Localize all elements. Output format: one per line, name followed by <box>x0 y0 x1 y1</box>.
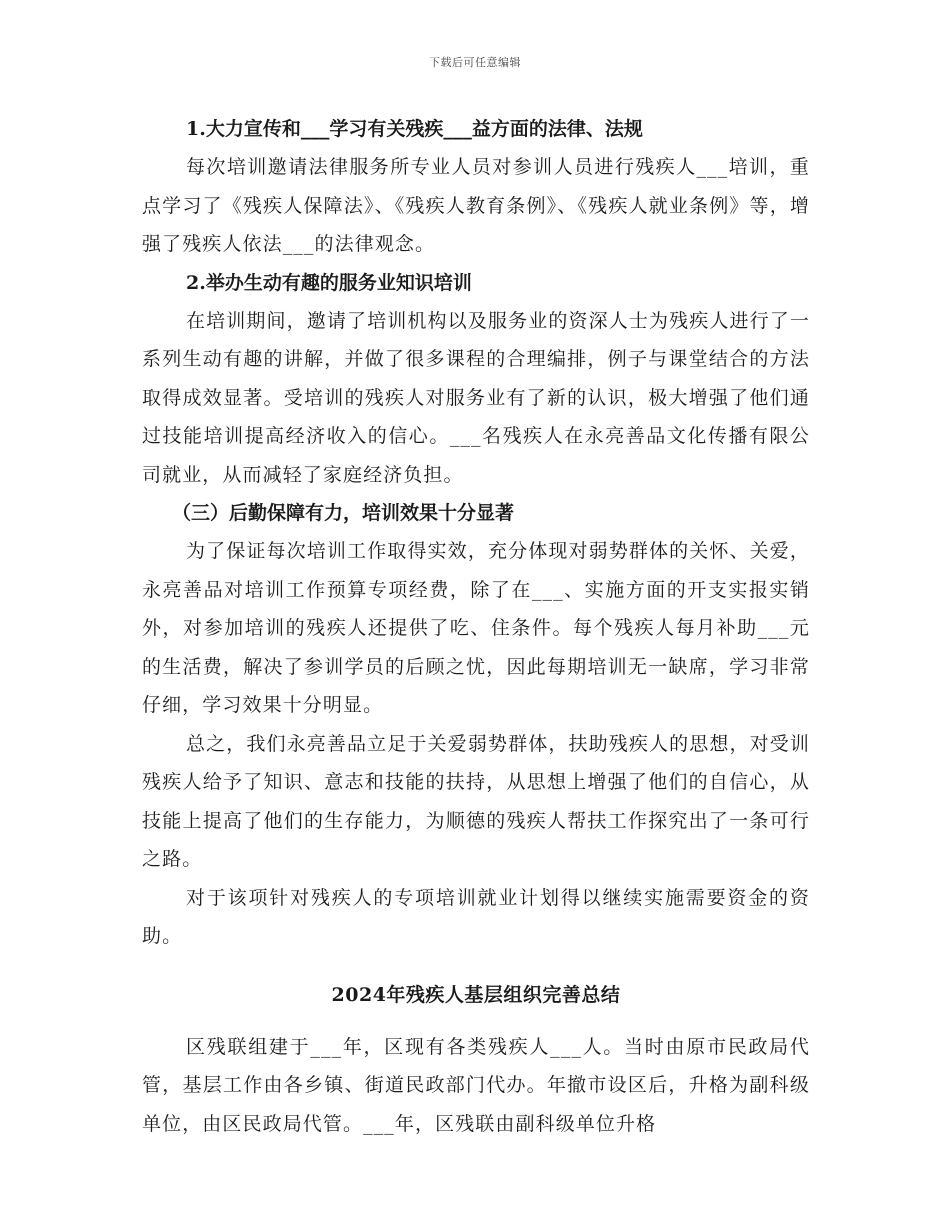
paragraph-funding: 对于该项针对残疾人的专项培训就业计划得以继续实施需要资金的资助。 <box>142 886 810 947</box>
paragraph-organization: 区残联组建于___年，区现有各类残疾人___人。当时由原市民政局代管，基层工作由各乡镇、街道民政部门代办。年撤市设区后，升格为副科级单位，由区民政局代管。___年，区残联由副科级单位升格 <box>142 1035 810 1135</box>
section-heading-legal: 1.大力宣传和___学习有关残疾___益方面的法律、法规 <box>186 118 643 140</box>
paragraph-summary: 总之，我们永亮善品立足于关爱弱势群体，扶助残疾人的思想，对受训残疾人给予了知识、意志和技能的扶持，从思想上增强了他们的自信心，从技能上提高了他们的生存能力，为顺德的残疾人帮扶工作探究出了一条可行之路。 <box>142 732 810 870</box>
paragraph-legal-training: 每次培训邀请法律服务所专业人员对参训人员进行残疾人___培训，重点学习了《残疾人保障法》、《残疾人教育条例》、《残疾人就业条例》等，增强了残疾人依法___的法律观念。 <box>142 156 810 255</box>
section-heading-service: 2.举办生动有趣的服务业知识培训 <box>186 271 472 294</box>
document-title: 2024年残疾人基层组织完善总结 <box>331 983 621 1006</box>
page-header: 下载后可任意编辑 <box>429 56 521 69</box>
paragraph-service-training: 在培训期间，邀请了培训机构以及服务业的资深人士为残疾人进行了一系列生动有趣的讲解，并做了很多课程的合理编排，例子与课堂结合的方法取得成效显著。受培训的残疾人对服务业有了新的认识，极大增强了他们通过技能培训提高经济收入的信心。___名残疾人在永亮善品文化传播有限公司就业，从而减轻了家庭经济负担。 <box>142 309 810 486</box>
paragraph-logistics: 为了保证每次培训工作取得实效，充分体现对弱势群体的关怀、关爱，永亮善品对培训工作预算专项经费，除了在___、实施方面的开支实报实销外，对参加培训的残疾人还提供了吃、住条件。每个残疾人每月补助___元的生活费，解决了参训学员的后顾之忧，因此每期培训无一缺席，学习非常仔细，学习效果十分明显。 <box>142 540 810 716</box>
document-body <box>142 110 810 1143</box>
section-heading-logistics: （三）后勤保障有力，培训效果十分显著 <box>172 502 515 524</box>
